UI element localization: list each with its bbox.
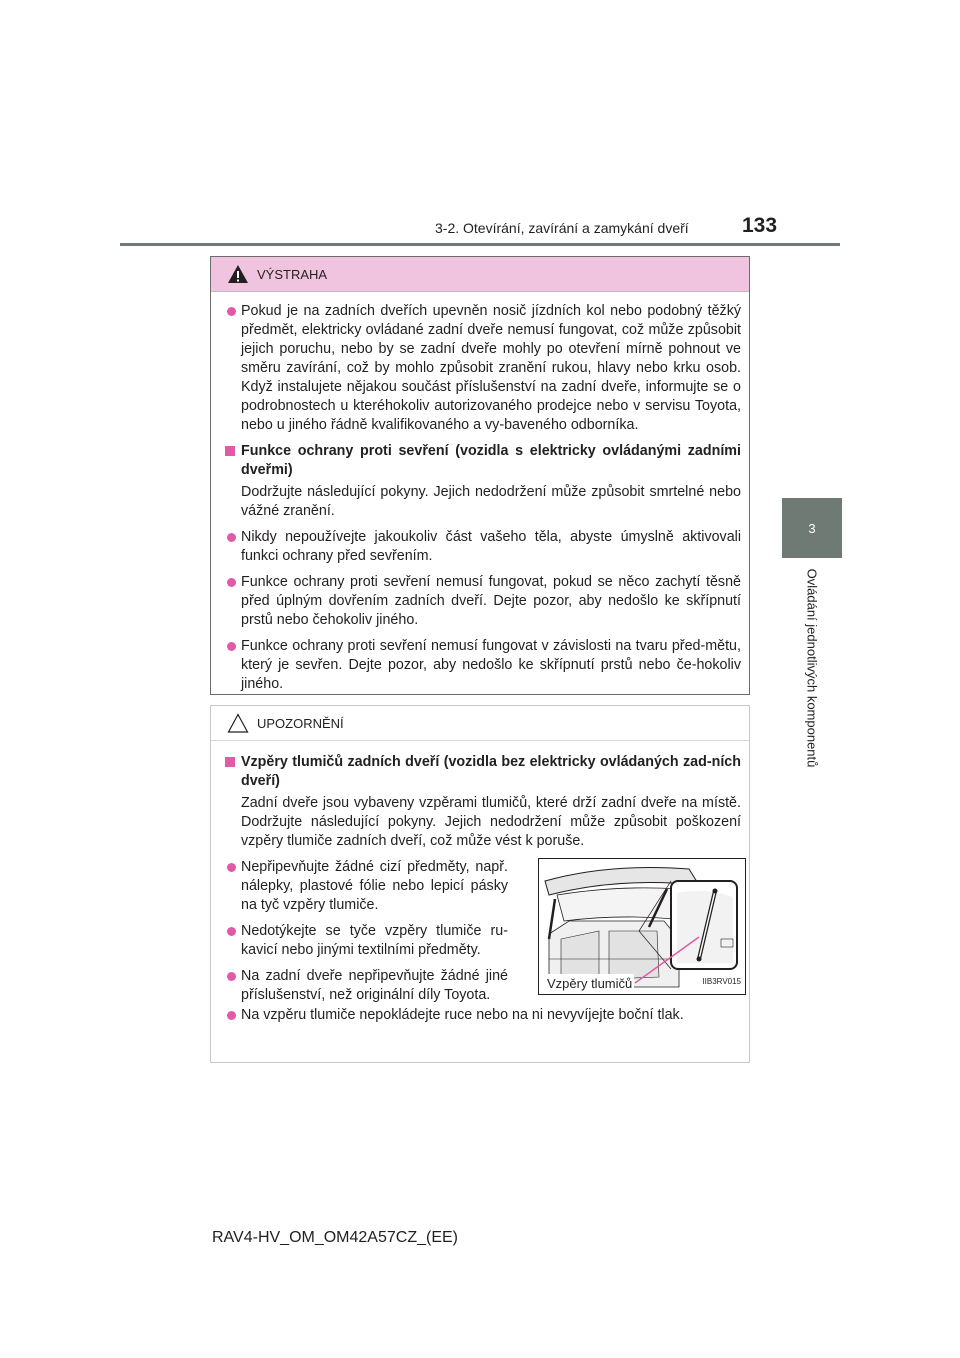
chapter-number: 3 — [808, 520, 816, 536]
caution-bullet: Na zadní dveře nepřipevňujte žádné jiné příslušenství, než originální díly Toyota. — [223, 967, 508, 1005]
caution-box — [210, 705, 750, 1063]
document-code: RAV4-HV_OM_OM42A57CZ_(EE) — [212, 1229, 458, 1246]
figure-section — [223, 858, 741, 1003]
warning-subheading: Funkce ochrany proti sevření (vozidla s elektricky ovládanými zadními dveřmi) — [223, 442, 741, 480]
caution-intro: Zadní dveře jsou vybaveny vzpěrami tlumičů, které drží zadní dveře na místě. Dodržujte následující pokyny. Jejich nedodržení může způsobit poškození vzpěry tlumiče zadních dveří, což může vést k poruše. — [241, 795, 741, 849]
warning-body — [211, 292, 749, 694]
warning-bullet: Funkce ochrany proti sevření nemusí fungovat, pokud se něco zachytí těsně před úplným dovřením zadních dveří. Dejte pozor, aby nedošlo ke skřípnutí prstů nebo čehokoliv jiného. — [223, 573, 741, 630]
warning-header — [211, 257, 749, 292]
page-number: 133 — [742, 214, 778, 237]
warning-intro: Dodržujte následující pokyny. Jejich nedodržení může způsobit smrtelné nebo vážné zranění. — [241, 484, 741, 519]
chapter-tab[interactable] — [782, 498, 842, 558]
warning-title: VÝSTRAHA — [257, 266, 328, 282]
figure-bullets — [223, 858, 508, 1005]
header-rule — [120, 243, 840, 246]
warning-bullet: Funkce ochrany proti sevření nemusí fungovat v závislosti na tvaru před-mětu, který je sevřen. Dejte pozor, aby nedošlo ke skřípnutí prstů nebo če-hokoliv jiného. — [223, 637, 741, 694]
figure-code: IIB3RV015 — [702, 977, 741, 986]
figure-label: Vzpěry tlumičů — [547, 976, 633, 991]
caution-bullet: Nepřipevňujte žádné cizí předměty, např. nálepky, plastové fólie nebo lepicí pásky na tyč vzpěry tlumiče. — [223, 858, 508, 915]
chapter-label: Ovládání jednotlivých komponentů — [804, 568, 820, 768]
caution-header — [211, 706, 749, 741]
caution-body — [211, 741, 749, 1025]
warning-bullet: Nikdy nepoužívejte jakoukoliv část vašeho těla, abyste úmyslně aktivovali funkci ochrany před sevřením. — [223, 528, 741, 566]
warning-icon — [227, 264, 249, 284]
caution-bullet: Nedotýkejte se tyče vzpěry tlumiče ru-kavicí nebo jinými textilními předměty. — [223, 922, 508, 960]
caution-icon — [227, 713, 249, 733]
caution-subheading: Vzpěry tlumičů zadních dveří (vozidla bez elektricky ovládaných zad-ních dveří) — [223, 753, 741, 791]
warning-box — [210, 256, 750, 695]
section-title: 3-2. Otevírání, zavírání a zamykání dveří — [435, 220, 689, 236]
warning-bullet: Pokud je na zadních dveřích upevněn nosič jízdních kol nebo podobný těžký předmět, elektricky ovládané zadní dveře nemusí fungovat, což může způsobit jejich poruchu, nebo by se zadní dveře mohly po otevření mírně pohnout ve směru zavírání, což by mohlo způsobit zranění rukou, hlavy nebo krku osob. Když instalujete nějakou součást příslušenství na zadní dveře, informujte se o podrobnostech u kteréhokoliv autorizovaného prodejce nebo v servisu Toyota, nebo u jiného řádně kvalifikovaného a vy-baveného odborníka. — [223, 302, 741, 435]
caution-bullet: Na vzpěru tlumiče nepokládejte ruce nebo na ni nevyvíjejte boční tlak. — [223, 1006, 741, 1025]
damper-stay-figure — [538, 858, 746, 995]
caution-title: UPOZORNĚNÍ — [257, 715, 344, 731]
